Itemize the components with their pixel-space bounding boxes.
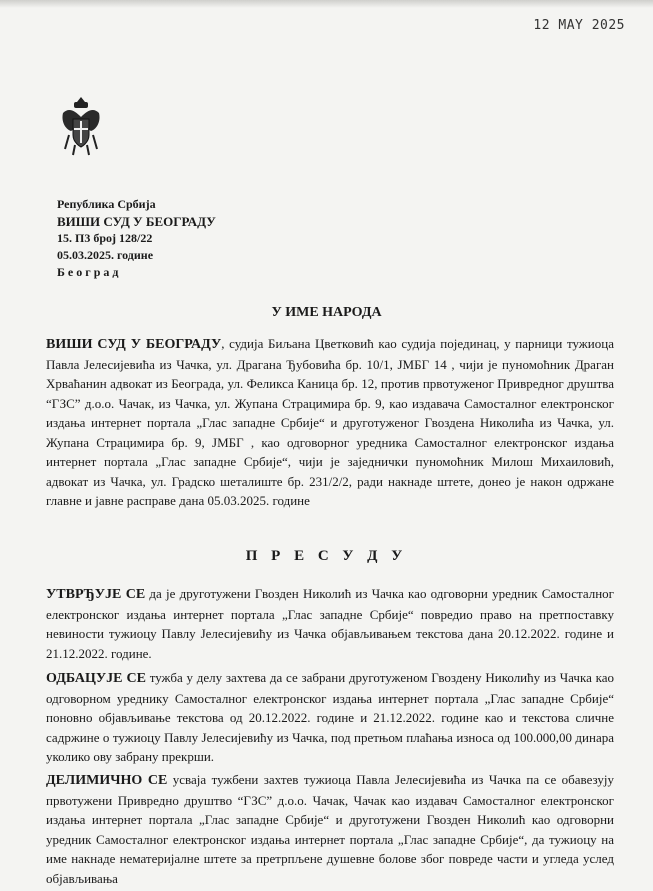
intro-court-name: ВИШИ СУД У БЕОГРАДУ (46, 337, 222, 352)
case-number: 15. П3 број 128/22 (57, 231, 153, 245)
document-date: 05.03.2025. године (57, 248, 154, 262)
section-1-lead: УТВРЂУЈЕ СЕ (46, 587, 146, 602)
redacted-id: , (446, 356, 455, 372)
section-2-text: тужба у делу захтева да се забрани друготуженом Гвоздену Николићу из Чачка као одговорном уреднику Самосталног електронског издања интернет портала „Глас западне Србије“ поновно објављивање текстова од 20.12.2022. године и 21.12.2022. године као и текстова сличне садржине о тужиоцу Павлу Јелесијевићу из Чачка, под претњом плаћања износа од 100.000,00 динара уколико ову забрану прекрши. (46, 670, 614, 764)
section-2-lead: ОДБАЦУЈЕ СЕ (46, 671, 146, 686)
section-3-text: усваја тужбени захтев тужиоца Павла Јелесијевића из Чачка па се обавезују првотужени Привредно друштво “ГЗС” д.о.о. Чачак, Чачак као издавач Самосталног електронског издања интернет портала „Глас западне Србије“ и друготужени Гвозден Николић као одговорни уредник Самосталног електронског издања интернет портала „Глас западне Србије“, да тужиоцу на име накнаде нематеријалне штете за претрпљене душевне болове због повреде части и угледа услед објављивања (46, 772, 614, 886)
verdict-section-2 (46, 668, 614, 767)
title-verdict: П Р Е С У Д У (245, 548, 408, 564)
scan-edge (0, 0, 653, 8)
court-name: ВИШИ СУД У БЕОГРАДУ (57, 214, 216, 229)
section-1-text: да је друготужени Гвозден Николић из Чачка као одговорни уредник Самосталног електронског издања интернет портала „Глас западне Србије“ повредио право на претпоставку невиности тужиоцу Павлу Јелесијевићу из Чачка објављивањем текстова дана 20.12.2022. године и 21.12.2022. године. (46, 586, 614, 661)
intro-text-2: чији је пуномоћник Драган Хрваћанин адвокат из Београда, ул. Феликса Каница бр. 12, против првотуженог Привредног друштва “ГЗС” д.о.о. Чачак, из Чачка, ул. Жупана Страцимира бр. 9, као издавача Самосталног електронског издања интернет портала „Глас западне Србије“ и друготуженог Гвоздена Николића из Чачка, ул. Жупана Страцимира бр. 9, ЈМБГ (46, 356, 615, 450)
intro-text-3: као одговорног уредника Самосталног електронског издања интернет портала „Глас западне Србије“, чији је заједнички пуномоћник Милош Михаиловић, адвокат из Чачка, ул. Градско шеталиште бр. 231/2/2, ради накнаде штете, донео је након одржане главне и јавне расправе дана 05.03.2025. године (46, 434, 614, 508)
section-3-lead: ДЕЛИМИЧНО СЕ (46, 773, 168, 788)
redacted-id-2: , (250, 434, 255, 450)
city-name: Београд (57, 265, 122, 279)
court-header (57, 196, 216, 281)
country-name: Република Србија (57, 197, 156, 211)
intro-text: , судија Биљана Цветковић као судија појединац, у парници тужиоца Павла Јелесијевића из Чачка, ул. Драгана Ђубовића бр. 10/1, ЈМБГ 14 (46, 336, 614, 372)
receipt-stamp: 12 MAY 2025 (533, 18, 625, 33)
title-in-the-name-of-people: У ИМЕ НАРОДА (271, 305, 382, 320)
verdict-section-1 (46, 584, 614, 663)
coat-of-arms-icon (59, 95, 103, 157)
intro-paragraph (46, 334, 614, 511)
verdict-section-3 (46, 770, 614, 888)
